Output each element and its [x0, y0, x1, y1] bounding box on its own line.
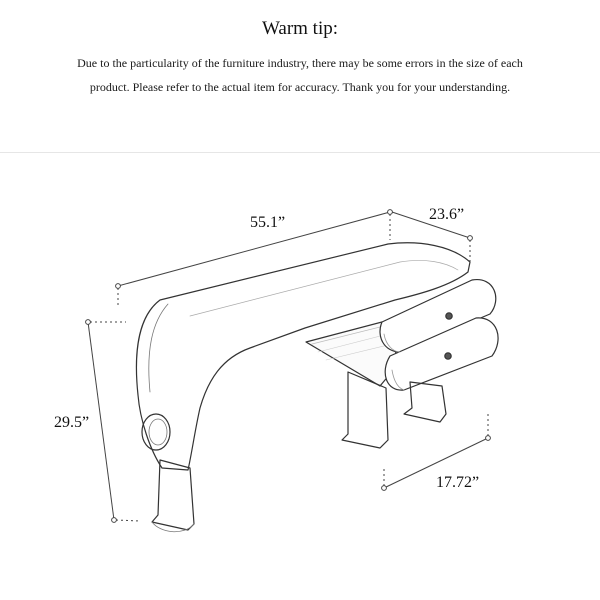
drawer-knob-lower [445, 353, 451, 359]
leg-span-label: 17.72” [436, 474, 480, 491]
height-label: 29.5” [54, 414, 90, 431]
drawer-knob-upper [446, 313, 452, 319]
desk-top-inner-edge [149, 304, 168, 392]
length-label: 55.1” [250, 214, 286, 231]
desk-dimension-drawing [0, 152, 600, 600]
warm-tip-title: Warm tip: [261, 18, 339, 39]
back-leg-right [404, 382, 446, 422]
cable-hole-inner [149, 419, 167, 445]
warm-tip-text-line-1: Due to the particularity of the furniture industry, there may be some errors in the size of each [77, 56, 523, 70]
depth-label: 23.6” [429, 206, 465, 223]
height-dimension-line [88, 322, 114, 520]
warm-tip-text-line-2: product. Please refer to the actual item for accuracy. Thank you for your understanding. [89, 80, 511, 94]
